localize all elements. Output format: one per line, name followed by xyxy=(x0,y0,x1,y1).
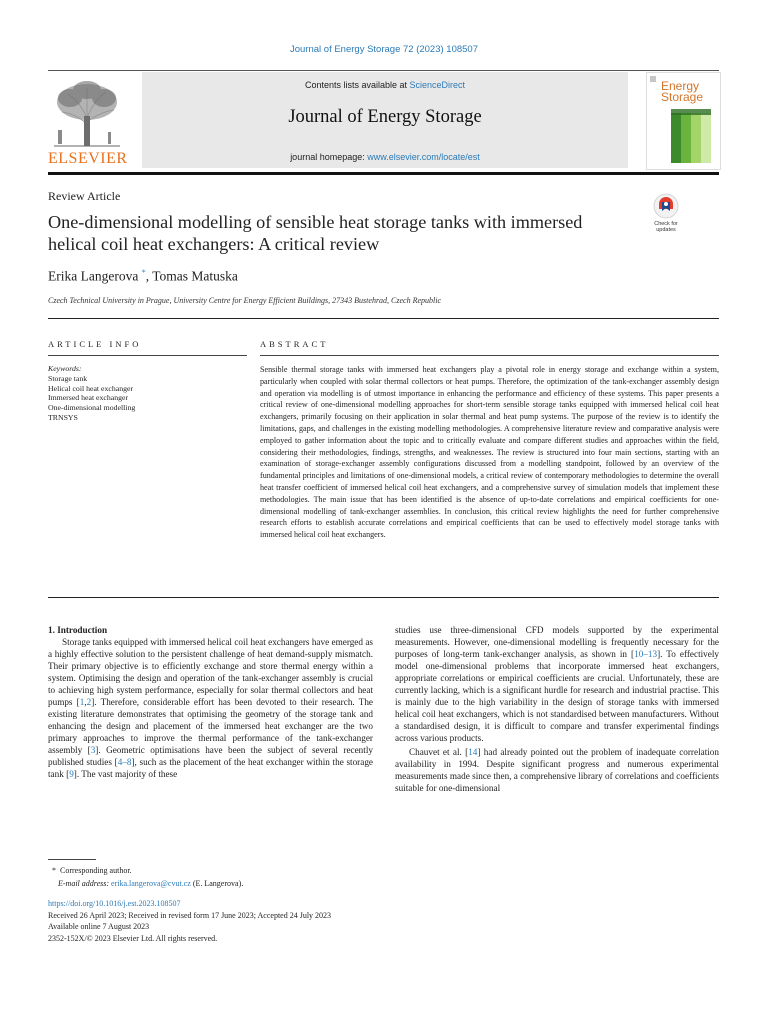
contents-line xyxy=(142,80,628,90)
email-note xyxy=(48,879,243,888)
citation-link[interactable]: 2 xyxy=(86,697,92,707)
email-label: E-mail address: xyxy=(58,879,112,888)
author-2[interactable]: Tomas Matuska xyxy=(152,268,238,284)
keyword: One-dimensional modelling xyxy=(48,403,136,413)
article-type: Review Article xyxy=(48,189,121,203)
keyword: Storage tank xyxy=(48,373,88,383)
paragraph-text: ]. Therefore, considerable effort has been devoted to their research. The existing literature demonstrates that optimising the geometry of the storage tank and enhancing the design and placement of the immersed heat exchanger are the two primary approaches to improve the thermal performance of the tank-exchanger assembly [ xyxy=(48,697,373,755)
email-owner: (E. Langerova). xyxy=(190,879,244,888)
available-online: Available online 7 August 2023 xyxy=(48,922,150,931)
doi-link[interactable]: https://doi.org/10.1016/j.est.2023.108507 xyxy=(48,899,181,908)
body-column-right xyxy=(395,624,719,794)
publication-details xyxy=(48,898,331,944)
publisher-name: ELSEVIER xyxy=(48,150,128,167)
citation-separator: , xyxy=(84,697,87,707)
corresponding-author-mark[interactable]: * xyxy=(141,268,146,277)
article-info-heading: ARTICLE INFO xyxy=(48,339,142,349)
abstract-text: Sensible thermal storage tanks with immersed heat exchangers play a pivotal role in energy storage and exchange within a system, particularly when coupled with solar thermal collectors or heat pumps. Therefore, the optimization of the tank-exchanger assembly design and operation via modelling is of utmost importance in enhancing the performance and efficiency of these systems. This paper presents a critical review of one-dimensional modelling approaches for short-term sensible storage tanks equipped with immersed helical coil heat exchangers, primarily focusing on their application in solar thermal and heat pump systems. The purpose of the review is to identify the limitations, gaps, and challenges in the existing modelling methodologies. A comprehensive literature review and comparative analysis were employed to gather information about the topic and to critically evaluate and compare different studies and approaches within the field, considering their methodologies, findings, strengths, and weaknesses. The review is structured into four main sections, starting with an examination of storage-exchanger assembly configurations discussed from a modelling standpoint, followed by an overview of the fundamental principles and limitations of one-dimensional models, a critical review of contemporary methodologies to determine the overall heat transfer coefficient of immersed helical coil heat exchangers, and a comprehensive survey of simulation models that implement these methodologies. The main issue that has been identified is the absence of up-to-date correlations and empirical coefficients for one-dimensional modelling of tank-exchanger assemblies. In conclusion, this critical review highlights the need for further comprehensive research efforts to establish accurate correlations and empirical coefficients that can be used to effectively model storage tanks with immersed helical coil heat exchangers. xyxy=(260,365,719,540)
badge-line1: Check for xyxy=(654,221,678,227)
cover-art-icon xyxy=(647,73,720,169)
section-heading-introduction: 1. Introduction xyxy=(48,625,108,635)
paragraph-text: ]. The vast majority of these xyxy=(73,769,178,779)
paragraph xyxy=(395,746,719,794)
keyword: Immersed heat exchanger xyxy=(48,393,129,403)
elsevier-tree-logo-icon xyxy=(48,78,126,148)
article-info-rule xyxy=(48,355,247,356)
badge-line2: updates xyxy=(656,227,676,233)
copyright: 2352-152X/© 2023 Elsevier Ltd. All rights reserved. xyxy=(48,933,218,943)
paragraph-text: Storage tanks equipped with immersed helical coil heat exchangers have emerged as a highly effective solution to the persistent challenge of heat demand-supply mismatch. Their primary objective is to efficiently exchange and store thermal energy within a system. Optimising the design and operation of the tank-exchanger assembly is crucial to achieving high system performance, especially for solar thermal collectors and heat pumps [ xyxy=(48,637,373,707)
check-for-updates-icon xyxy=(653,193,679,219)
abstract-rule xyxy=(260,355,719,356)
abstract-bottom-rule xyxy=(48,597,719,598)
received-dates: Received 26 April 2023; Received in revised form 17 June 2023; Accepted 24 July 2023 xyxy=(48,910,332,920)
keywords-label: Keywords: xyxy=(48,364,82,373)
body-column-left xyxy=(48,624,373,780)
banner-bottom-rule xyxy=(48,172,719,175)
email-link[interactable]: erika.langerova@cvut.cz xyxy=(111,879,191,888)
footnote-mark: * xyxy=(52,866,56,875)
citation-link[interactable]: 1 xyxy=(79,697,85,707)
cover-title-line2: Storage xyxy=(661,90,704,104)
paragraph-text: studies use three-dimensional CFD models supported by the experimental measurements. However, one-dimensional modelling is frequently necessary for the purposes of long-term tank-exchanger analysis, as shown in [ xyxy=(395,625,719,659)
citation-link[interactable]: 3 xyxy=(90,745,96,755)
homepage-prefix: journal homepage: xyxy=(290,152,368,162)
homepage-link[interactable]: www.elsevier.com/locate/est xyxy=(367,152,480,162)
author-separator: , xyxy=(145,268,153,284)
paragraph xyxy=(48,636,373,780)
affiliation: Czech Technical University in Prague, University Centre for Energy Efficient Buildings, 27343 Bustehrad, Czech Republic xyxy=(48,296,442,305)
banner-top-rule xyxy=(48,70,719,71)
paragraph-text: Chauvet et al. [ xyxy=(409,747,469,757)
journal-title: Journal of Energy Storage xyxy=(288,107,482,127)
cover-title-line1: Energy xyxy=(661,79,700,93)
paragraph-text: ]. To effectively model one-dimensional problems that incorporate immersed heat exchangers, appropriate correlations or empirical coefficients are crucial. Unfortunately, these are currently lacking, which is a significant hurdle for research and industrial practise. This is mainly due to the high variability in the design of storage tanks with immersed helical coil heat exchangers, which is not standardised between manufacturers. Without a standardised design, it is difficult to compare and transfer experimental findings across various products. xyxy=(395,649,719,743)
citation-link[interactable]: 10–13 xyxy=(634,649,658,659)
info-top-rule xyxy=(48,318,719,319)
paragraph-text: ], such as the placement of the heat exchanger within the storage tank [ xyxy=(48,757,373,779)
author-1[interactable]: Erika Langerova xyxy=(48,268,139,284)
citation-link[interactable]: 4–8 xyxy=(117,757,132,767)
footnote-rule xyxy=(48,859,96,860)
sciencedirect-link[interactable]: ScienceDirect xyxy=(409,80,466,90)
corresponding-author-note xyxy=(48,866,132,875)
paragraph-text: ] had already pointed out the problem of inadequate correlation availability in 1994. Despite significant progress and numerous experimental measurements made since then, a comprehensive library of correlations and coefficients suitable for one-dimensional xyxy=(395,747,719,793)
check-for-updates-badge[interactable] xyxy=(648,193,684,233)
keyword: Helical coil heat exchanger xyxy=(48,383,134,393)
journal-reference[interactable]: Journal of Energy Storage 72 (2023) 108507 xyxy=(289,44,479,55)
keywords-block xyxy=(48,364,247,423)
homepage-line xyxy=(142,152,628,162)
paragraph xyxy=(395,624,719,744)
citation-link[interactable]: 9 xyxy=(69,769,74,779)
corresponding-author-text: Corresponding author. xyxy=(60,866,132,875)
keyword: TRNSYS xyxy=(48,412,78,422)
abstract-heading: ABSTRACT xyxy=(260,339,329,349)
citation-link[interactable]: 14 xyxy=(468,747,478,757)
article-title: One-dimensional modelling of sensible heat storage tanks with immersed helical coil heat exchangers: A critical review xyxy=(48,212,583,254)
contents-prefix: Contents lists available at xyxy=(304,80,410,90)
paragraph-text: ]. Geometric optimisations have been the subject of several recently published studies [ xyxy=(48,745,373,767)
journal-cover-thumbnail[interactable] xyxy=(646,72,721,170)
authors xyxy=(48,268,238,285)
